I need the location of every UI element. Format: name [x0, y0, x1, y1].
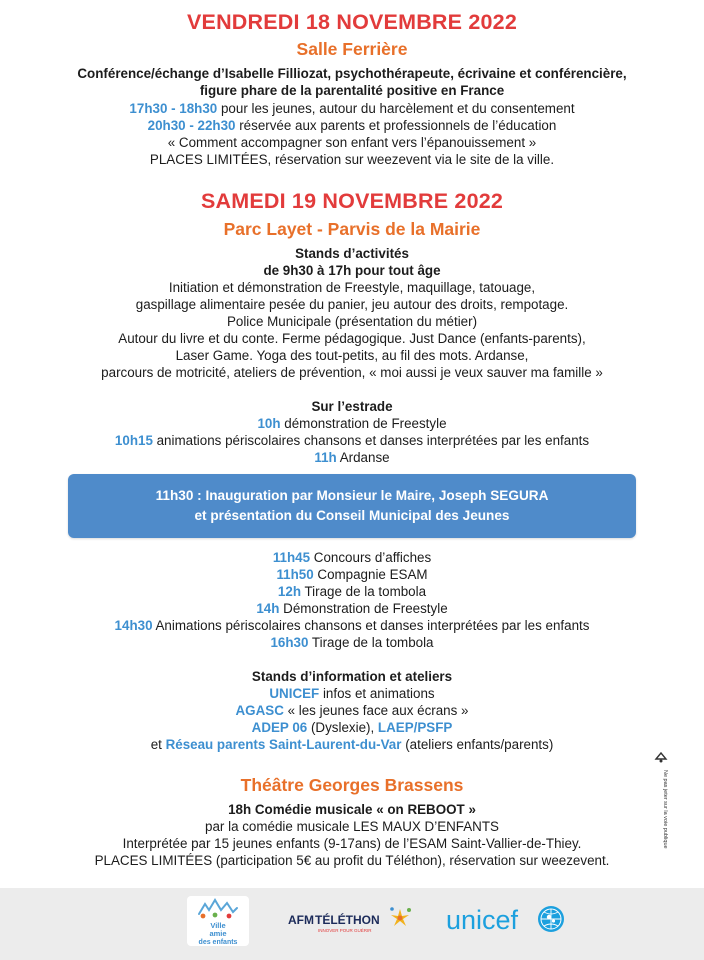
banner-line-1: 11h30 : Inauguration par Monsieur le Maire, Joseph SEGURA	[155, 488, 549, 503]
info-item-unicef	[0, 685, 704, 702]
org-name: LAEP/PSFP	[377, 720, 453, 735]
item-text: Ardanse	[336, 450, 390, 465]
session-time: 17h30 - 18h30	[129, 101, 218, 116]
friday-quote: « Comment accompagner son enfant vers l’épanouissement »	[167, 135, 537, 150]
org-text: (ateliers enfants/parents)	[401, 737, 554, 752]
estrade-title: Sur l’estrade	[311, 399, 393, 414]
ville-logo-word: amie	[209, 929, 227, 938]
afm-telethon-logo	[288, 906, 416, 936]
inauguration-banner	[68, 474, 636, 538]
friday-session-1	[0, 100, 704, 117]
saturday-venue: Parc Layet - Parvis de la Mairie	[223, 219, 481, 239]
session-text: réservée aux parents et professionnels de l’éducation	[235, 118, 557, 133]
program-item	[0, 600, 704, 617]
friday-session-2	[0, 117, 704, 134]
org-text: infos et animations	[319, 686, 435, 701]
saturday-date: SAMEDI 19 NOVEMBRE 2022	[200, 189, 504, 213]
item-text: Animations périscolaires chansons et danses interprétées par les enfants	[152, 618, 590, 633]
side-note-text: Ne pas jeter sur la voie publique	[662, 770, 668, 849]
info-item-adep	[0, 719, 704, 736]
friday-venue: Salle Ferrière	[296, 39, 408, 59]
item-time: 14h	[256, 601, 280, 616]
item-text: animations périscolaires chansons et danses interprétées par les enfants	[152, 433, 590, 448]
program-item	[0, 549, 704, 566]
ville-logo-word: Ville	[210, 921, 226, 930]
afm-tagline: INNOVER POUR GUÉRIR	[318, 928, 372, 933]
org-prefix: et	[150, 737, 166, 752]
friday-intro-line-1: Conférence/échange d’Isabelle Filliozat, psychothérapeute, écrivaine et conférencière,	[77, 66, 627, 81]
org-text: (Dyslexie),	[307, 720, 378, 735]
item-time: 11h	[314, 450, 337, 465]
theatre-show: 18h Comédie musicale « on REBOOT »	[228, 802, 476, 817]
item-text: Compagnie ESAM	[313, 567, 428, 582]
recycle-icon	[654, 750, 668, 764]
friday-date: VENDREDI 18 NOVEMBRE 2022	[187, 10, 517, 34]
stands-line: Laser Game. Yoga des tout-petits, au fil des mots. Ardanse,	[175, 348, 529, 363]
program-item	[0, 617, 704, 634]
program-item	[0, 566, 704, 583]
item-time: 12h	[277, 584, 301, 599]
telethon-text: TÉLÉTHON	[315, 913, 380, 927]
info-title: Stands d’information et ateliers	[251, 669, 453, 684]
info-item-reseau	[0, 736, 704, 753]
org-name: Réseau parents Saint-Laurent-du-Var	[165, 737, 402, 752]
unicef-wordmark: unicef	[446, 905, 519, 935]
theatre-line: PLACES LIMITÉES (participation 5€ au profit du Téléthon), réservation sur weezevent.	[94, 853, 610, 868]
side-note	[656, 770, 674, 860]
item-text: Démonstration de Freestyle	[279, 601, 448, 616]
item-time: 16h30	[270, 635, 309, 650]
program-item	[0, 583, 704, 600]
org-name: UNICEF	[269, 686, 320, 701]
stands-line: Autour du livre et du conte. Ferme pédagogique. Just Dance (enfants-parents),	[118, 331, 586, 346]
estrade-item	[0, 449, 704, 466]
org-text: « les jeunes face aux écrans »	[283, 703, 469, 718]
item-text: démonstration de Freestyle	[280, 416, 447, 431]
theatre-venue: Théâtre Georges Brassens	[240, 775, 464, 795]
org-name: ADEP 06	[251, 720, 308, 735]
item-text: Tirage de la tombola	[301, 584, 427, 599]
friday-intro-line-2: figure phare de la parentalité positive en France	[199, 83, 505, 98]
unicef-globe-icon	[538, 906, 564, 932]
estrade-item	[0, 432, 704, 449]
banner-line-2: et présentation du Conseil Municipal des Jeunes	[194, 508, 510, 523]
stands-line: Initiation et démonstration de Freestyle, maquillage, tatouage,	[168, 280, 536, 295]
program-item	[0, 634, 704, 651]
item-time: 11h45	[272, 550, 311, 565]
theatre-line: par la comédie musicale LES MAUX D’ENFANTS	[205, 819, 499, 834]
friday-places: PLACES LIMITÉES, réservation sur weezevent via le site de la ville.	[149, 152, 555, 167]
afm-text: AFM	[288, 913, 314, 927]
item-time: 10h15	[114, 433, 153, 448]
item-time: 10h	[257, 416, 281, 431]
telethon-star-icon	[390, 907, 411, 926]
stands-hours: de 9h30 à 17h pour tout âge	[263, 263, 441, 278]
estrade-item	[0, 415, 704, 432]
session-time: 20h30 - 22h30	[147, 118, 236, 133]
theatre-line: Interprétée par 15 jeunes enfants (9-17ans) de l’ESAM Saint-Vallier-de-Thiey.	[122, 836, 582, 851]
stands-line: parcours de motricité, ateliers de prévention, « moi aussi je veux sauver ma famille »	[101, 365, 603, 380]
stands-title: Stands d’activités	[295, 246, 409, 261]
ville-amie-des-enfants-logo	[187, 896, 249, 946]
info-item-agasc	[0, 702, 704, 719]
session-text: pour les jeunes, autour du harcèlement et du consentement	[217, 101, 575, 116]
stands-line: Police Municipale (présentation du métier)	[226, 314, 478, 329]
ville-logo-word: des enfants	[198, 939, 238, 946]
item-time: 11h50	[276, 567, 314, 582]
stands-line: gaspillage alimentaire pesée du panier, jeu autour des droits, rempotage.	[135, 297, 569, 312]
item-time: 14h30	[114, 618, 153, 633]
org-name: AGASC	[235, 703, 284, 718]
item-text: Concours d’affiches	[310, 550, 432, 565]
item-text: Tirage de la tombola	[308, 635, 434, 650]
unicef-logo	[446, 902, 570, 938]
